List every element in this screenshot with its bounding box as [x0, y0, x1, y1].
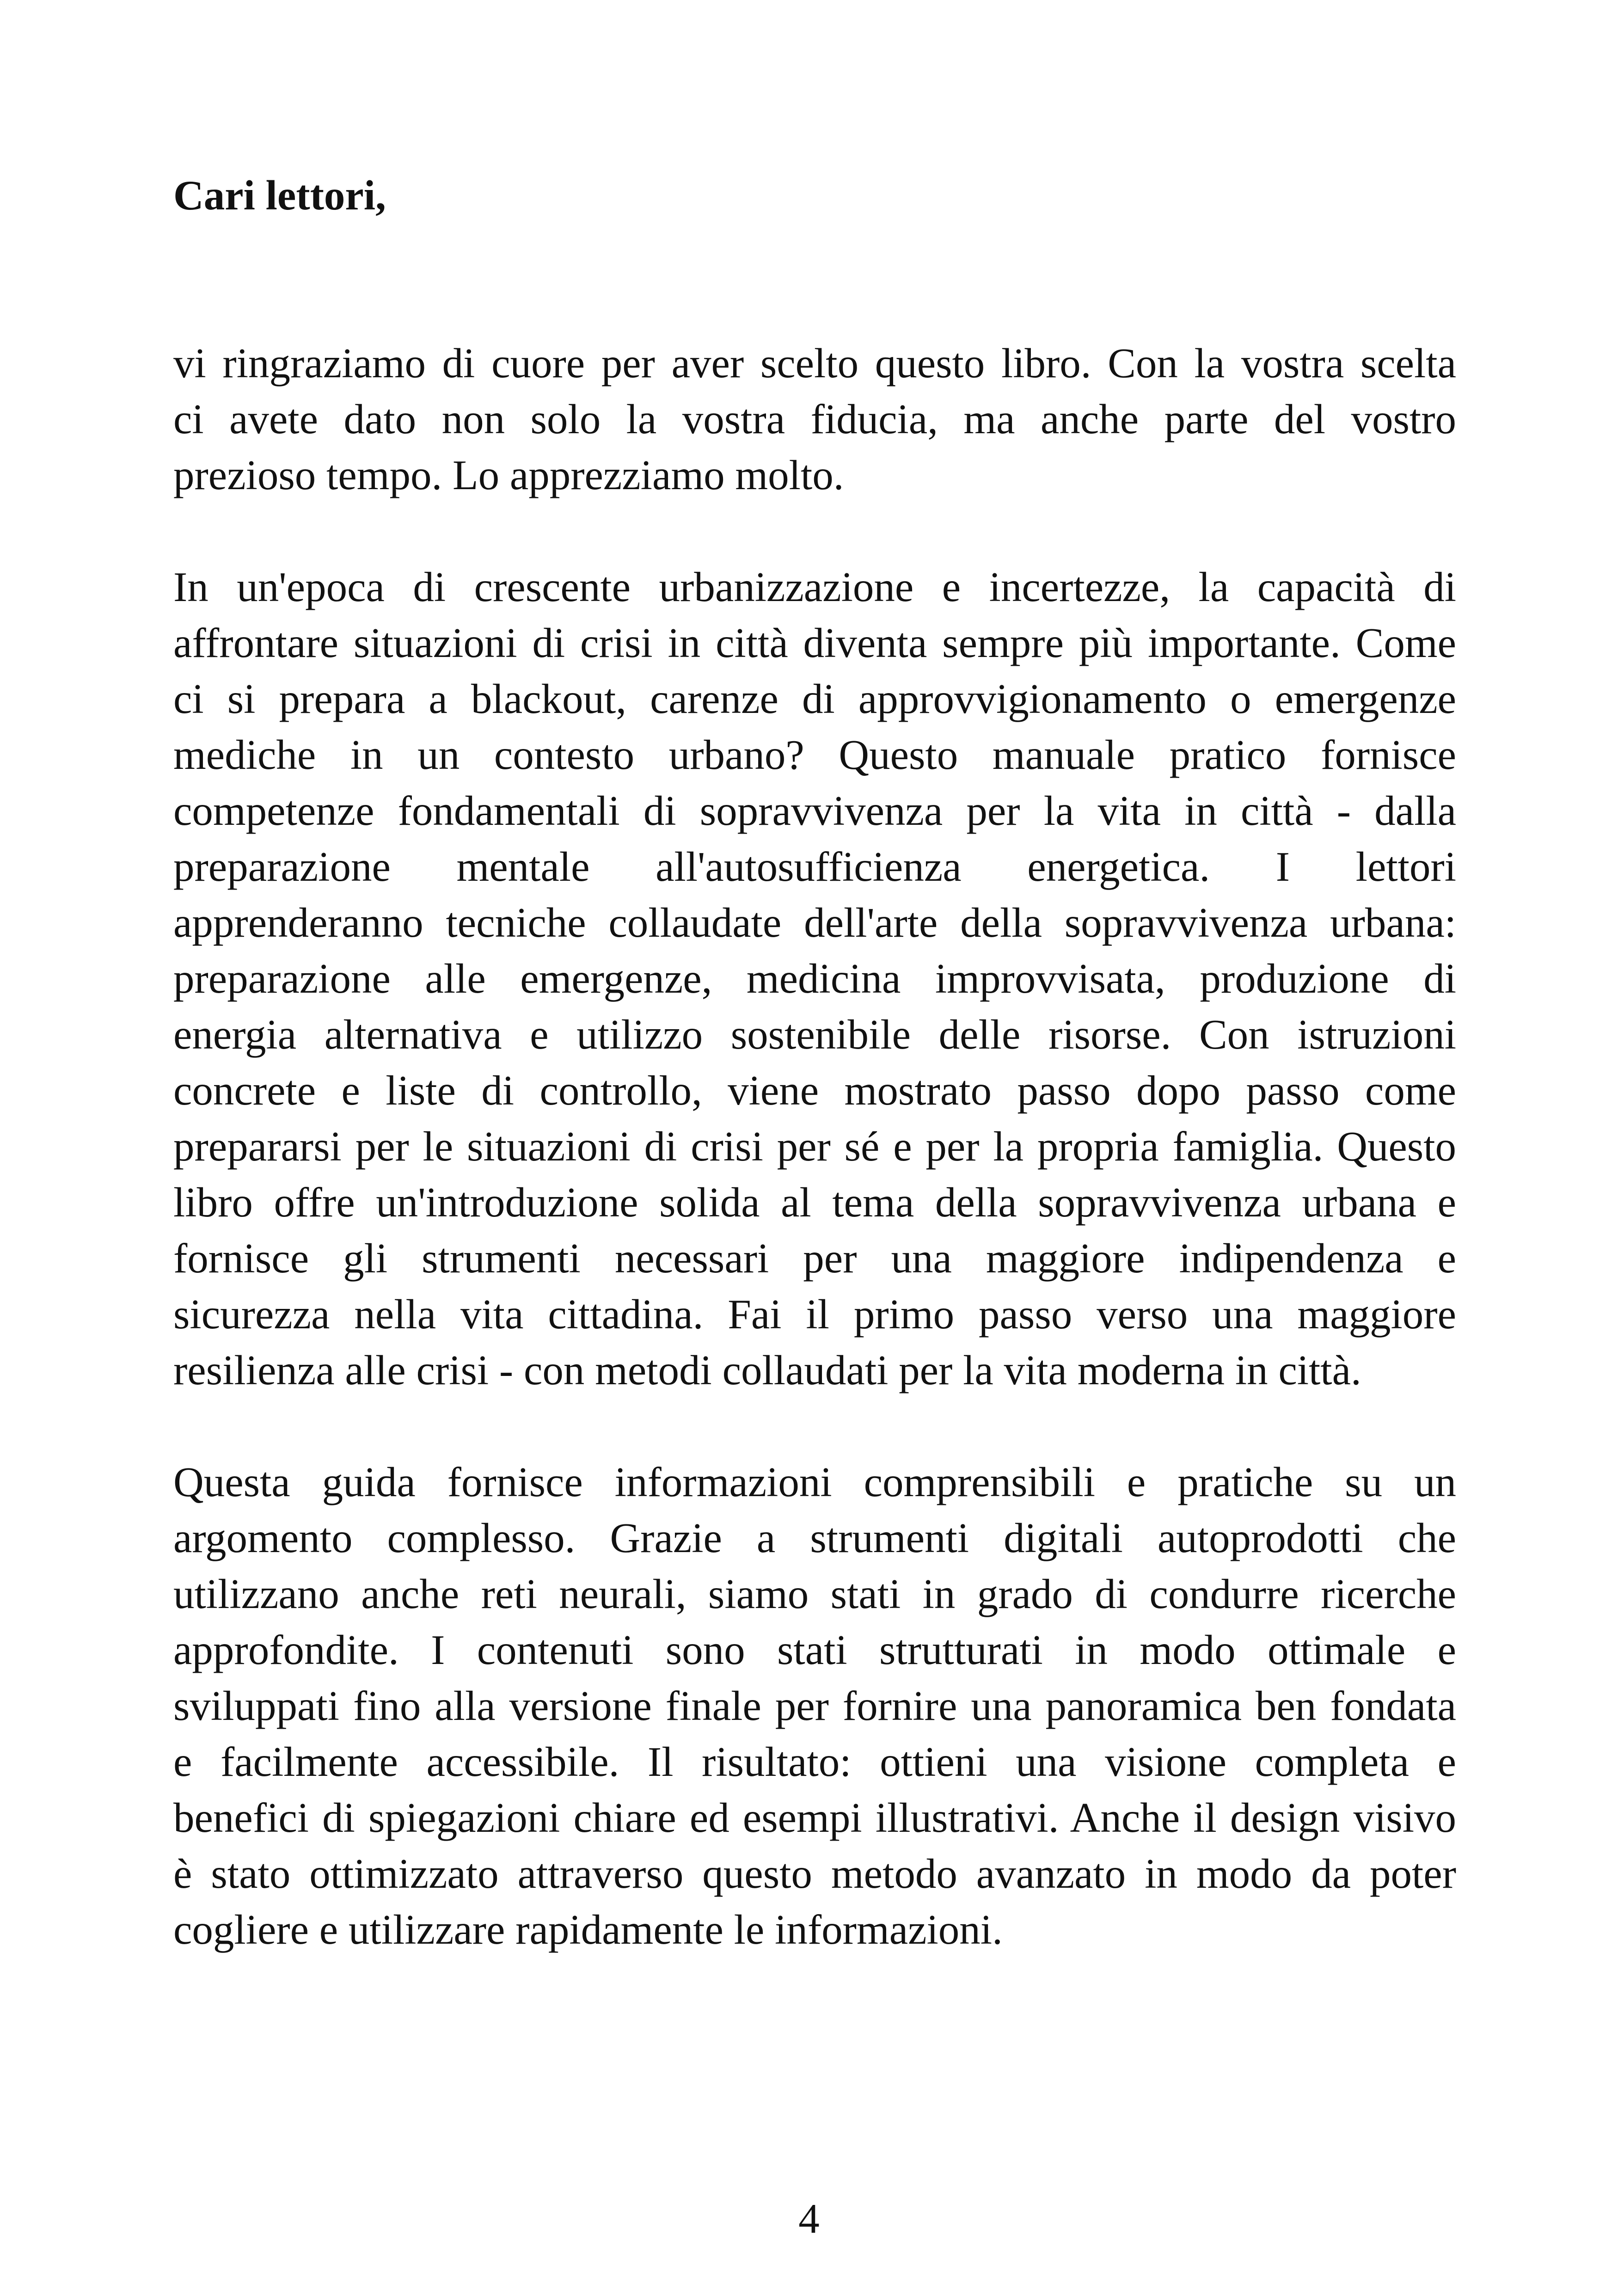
text-line: benefici di spiegazioni chiare ed esempi illustrativi. Anche il design visivo	[173, 1794, 1456, 1841]
text-line: preparazione mentale all'autosufficienza energetica. I lettori	[173, 843, 1456, 890]
text-line: ci avete dato non solo la vostra fiducia, ma anche parte del vostro	[173, 396, 1456, 442]
text-line: argomento complesso. Grazie a strumenti digitali autoprodotti che	[173, 1515, 1456, 1561]
text-line: prezioso tempo. Lo apprezziamo molto.	[173, 452, 844, 498]
text-line: e facilmente accessibile. Il risultato: ottieni una visione completa e	[173, 1738, 1456, 1785]
text-line: prepararsi per le situazioni di crisi per sé e per la propria famiglia. Questo	[173, 1123, 1456, 1170]
text-line: energia alternativa e utilizzo sostenibile delle risorse. Con istruzioni	[173, 1011, 1456, 1058]
text-line: è stato ottimizzato attraverso questo metodo avanzato in modo da poter	[173, 1850, 1456, 1897]
page-number: 4	[798, 2195, 820, 2242]
text-line: resilienza alle crisi - con metodi collaudati per la vita moderna in città.	[173, 1347, 1361, 1394]
paragraph-description	[173, 559, 1456, 1398]
text-line: cogliere e utilizzare rapidamente le informazioni.	[173, 1906, 1003, 1953]
text-line: Questa guida fornisce informazioni comprensibili e pratiche su un	[173, 1459, 1456, 1505]
paragraph-intro	[173, 335, 1456, 503]
text-line: In un'epoca di crescente urbanizzazione e incertezze, la capacità di	[173, 564, 1456, 610]
paragraph-method	[173, 1454, 1456, 1958]
greeting-heading: Cari lettori,	[173, 172, 386, 219]
text-line: approfondite. I contenuti sono stati strutturati in modo ottimale e	[173, 1627, 1456, 1673]
text-line: utilizzano anche reti neurali, siamo stati in grado di condurre ricerche	[173, 1571, 1456, 1617]
text-line: ci si prepara a blackout, carenze di approvvigionamento o emergenze	[173, 675, 1456, 722]
text-line: concrete e liste di controllo, viene mostrato passo dopo passo come	[173, 1067, 1456, 1114]
text-line: preparazione alle emergenze, medicina improvvisata, produzione di	[173, 955, 1456, 1002]
text-line: sviluppati fino alla versione finale per fornire una panoramica ben fondata	[173, 1682, 1456, 1729]
text-line: affrontare situazioni di crisi in città diventa sempre più importante. Come	[173, 620, 1456, 666]
body-text	[173, 335, 1456, 2014]
text-line: competenze fondamentali di sopravvivenza per la vita in città - dalla	[173, 787, 1456, 834]
text-line: mediche in un contesto urbano? Questo manuale pratico fornisce	[173, 731, 1456, 778]
text-line: apprenderanno tecniche collaudate dell'arte della sopravvivenza urbana:	[173, 899, 1456, 946]
text-line: fornisce gli strumenti necessari per una maggiore indipendenza e	[173, 1235, 1456, 1282]
text-line: sicurezza nella vita cittadina. Fai il primo passo verso una maggiore	[173, 1291, 1456, 1338]
text-line: libro offre un'introduzione solida al tema della sopravvivenza urbana e	[173, 1179, 1456, 1226]
text-line: vi ringraziamo di cuore per aver scelto questo libro. Con la vostra scelta	[173, 340, 1456, 387]
